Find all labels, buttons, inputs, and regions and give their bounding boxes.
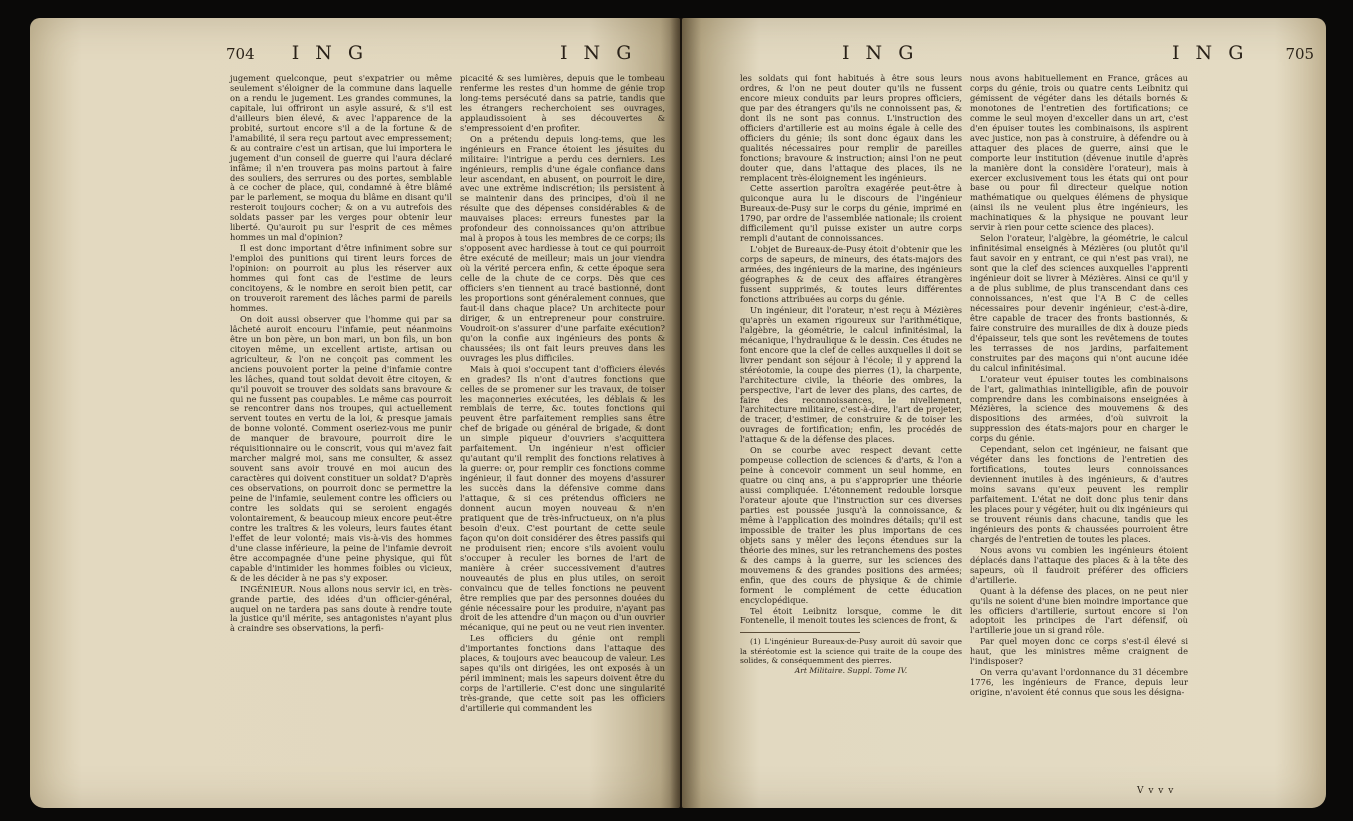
- left-column-2: [460, 74, 665, 715]
- footnote: (1) L'ingénieur Bureaux-de-Pusy auroit dû savoir que la stéréotomie est la science qui traite de la coupe des solides, & conséquemment des pierres.: [740, 637, 962, 665]
- paragraph: Par quel moyen donc ce corps s'est-il élevé si haut, que les ministres même craignent de l'indisposer?: [970, 636, 1188, 667]
- paragraph: INGÉNIEUR. Nous allons nous servir ici, en très-grande partie, des idées d'un officier-général, auquel on ne tardera pas sans doute à rendre toute la justice qu'il mérite, ses antagonistes n'ayant plus à craindre ses observations, la perfi-: [230, 583, 452, 634]
- right-column-2: [970, 74, 1188, 699]
- open-book: [30, 18, 1326, 808]
- right-column-1: [740, 74, 962, 676]
- paragraph: Selon l'orateur, l'algèbre, la géométrie, le calcul infinitésimal enseignés à Mézières (ou plutôt qu'il faut savoir en y entrant, ce qui n'est pas vrai), ne sont que la clef des sciences auxquelles l'apprenti ingénieur doit se livrer à Mézières. Ainsi ce qu'il y a de plus sublime, de plus transcendant dans ces connoissances, n'est que l'A B C de celles nécessaires pour devenir ingénieur, c'est-à-dire, être capable de tracer des fronts bastionnés, & faire construire des murailles de dix à douze pieds d'épaisseur, tels que sont les revêtemens de toutes les terrasses de nos jardins, parfaitement construites par des maçons qui n'ont aucune idée du calcul infinitésimal.: [970, 233, 1188, 373]
- paragraph: Mais à quoi s'occupent tant d'officiers élevés en grades? Ils n'ont d'autres fonctions que celles de se promener sur les travaux, de toiser les maçonneries exécutées, les déblais & les remblais de terre, &c. toutes fonctions qui peuvent être parfaitement remplies sans être chef de brigade ou général de brigade, & dont un simple piqueur d'ouvriers s'acquittera parfaitement. Un ingénieur n'est officier qu'autant qu'il remplit des fonctions relatives à la guerre: or, pour remplir ces fonctions comme ingénieur, il faut donner des moyens d'assurer les succès dans la défensive comme dans l'attaque, & si ces prétendus officiers ne donnent aucun moyen nouveau & n'en pratiquent que de très-infructueux, on n'a plus besoin d'eux. C'est pourtant de cette seule façon qu'on doit considérer des êtres passifs qui ne produisent rien; encore s'ils avoient voulu s'occuper à reculer les bornes de l'art de manière à créer successivement d'autres nouveautés de plus en plus utiles, on seroit convaincu que de telles fonctions ne peuvent être remplies que par des personnes douées du génie nécessaire pour les produire, n'ayant pas droit de les attendre d'un maçon ou d'un ouvrier mécanique, qui ne peut ou ne veut rien inventer.: [460, 363, 665, 633]
- volume-line: Art Militaire. Suppl. Tome IV.: [794, 666, 908, 676]
- right-page-number: 705: [1285, 45, 1315, 63]
- paragraph: Cette assertion paroîtra exagérée peut-être à quiconque aura lu le discours de l'ingénieur Bureaux-de-Pusy sur le corps du génie, imprimé en 1790, par ordre de l'assemblée nationale; ils croient difficilement qu'il puisse exister un autre corps rempli d'autant de connoissances.: [740, 183, 962, 244]
- paragraph: Nous avons vu combien les ingénieurs étoient déplacés dans l'attaque des places & à la tête des sapeurs, où il faudroit préférer des officiers d'artillerie.: [970, 544, 1188, 585]
- signature-mark: V v v v: [1137, 786, 1175, 796]
- paragraph: Quant à la défense des places, on ne peut nier qu'ils ne soient d'une bien moindre importance que les officiers d'artillerie, surtout encore si l'on adoptoit les principes de l'art défensif, où l'artillerie joue un si grand rôle.: [970, 585, 1188, 636]
- paragraph: Un ingénieur, dit l'orateur, n'est reçu à Mézières qu'après un examen rigoureux sur l'arithmétique, l'algèbre, la géométrie, le calcul infinitésimal, la mécanique, l'hydraulique & le dessin. Ces études ne font encore que la clef de celles auxquelles il doit se livrer pendant son séjour à l'école; il y apprend la stéréotomie, la coupe des pierres (1), la charpente, l'architecture civile, la théorie des ombres, la perspective, l'art de lever des plans, des cartes, de faire des reconnoissances, le nivellement, l'architecture militaire, c'est-à-dire, l'art de projeter, de tracer, d'estimer, de construire & de toiser les ouvrages de fortification; enfin, les procédés de l'attaque & de la défense des places.: [740, 304, 962, 445]
- right-head-title-b: I N G: [1172, 42, 1249, 64]
- paragraph: L'objet de Bureaux-de-Pusy étoit d'obtenir que les corps de sapeurs, de mineurs, des états-majors des armées, des ingénieurs de la marine, des ingénieurs géographes & de ceux des affaires étrangères fussent supprimés, & toutes leurs différentes fonctions attribuées au corps du génie.: [740, 244, 962, 304]
- paragraph: Tel étoit Leibnitz lorsque, comme le dit Fontenelle, il menoit toutes les sciences de front, &: [740, 605, 962, 626]
- paragraph: Les officiers du génie ont rempli d'importantes fonctions dans l'attaque des places, & toujours avec beaucoup de valeur. Les sapes qu'ils ont dirigées, les ont exposés à un péril imminent; mais les sapeurs doivent être du corps de l'artillerie. C'est donc une singularité très-grande, que cette soit pas les officiers d'artillerie qui commandent les: [460, 633, 665, 714]
- paragraph: Il est donc important d'être infiniment sobre sur l'emploi des punitions qui tirent leurs forces de l'opinion: on pourroit au plus les réserver aux hommes qui font cas de l'estime de leurs concitoyens, & le nombre en seroit bien petit, car on trouveroit rarement des lâches parmi de pareils hommes.: [230, 243, 452, 313]
- paragraph: les soldats qui font habitués à être sous leurs ordres, & l'on ne peut douter qu'ils ne fussent encore mieux conduits par leurs propres officiers, que par des étrangers qu'ils ne connoissent pas, & dont ils ne sont pas connus. L'instruction des officiers d'artillerie est au moins égale à celle des officiers du génie; ils sont donc égaux dans les qualités nécessaires pour remplir de pareilles fonctions; bravoure & instruction; ainsi l'on ne peut douter que, dans l'attaque des places, ils ne remplacent très-éloignement les ingénieurs.: [740, 73, 962, 183]
- paragraph: jugement quelconque, peut s'expatrier ou même seulement s'éloigner de la commune dans laquelle on a rendu le jugement. Les grandes communes, la capitale, lui offriront un asyle assuré, & s'il est d'ailleurs bien élevé, & avec l'apparence de la probité, surtout encore s'il a de la fortune & de l'amabilité, il sera reçu partout avec empressement; & au contraire c'est un artisan, que lui importera le jugement d'un conseil de guerre qui l'aura déclaré infâme; il n'en trouvera pas moins partout à faire des souliers, des serrures ou des portes, semblable à ce cocher de place, qui, condamné à être blâmé par le parlement, se moqua du blâme en disant qu'il resteroit toujours cocher; & on a vu autrefois des soldats passer par les verges pour obtenir leur liberté. Qu'auroit pu sur l'esprit de ces mêmes hommes un mal d'opinion?: [230, 73, 452, 243]
- paragraph: Cependant, selon cet ingénieur, ne faisant que végéter dans les fonctions de l'entretien des fortifications, toutes leurs connoissances deviennent inutiles à des ingénieurs, & d'autres moins savans qu'eux peuvent les remplir parfaitement. L'état ne doit donc plus tenir dans les places pour y végéter, huit ou dix ingénieurs qui se trouvent réunis dans chacune, tandis que les ingénieurs des ponts & chaussées pourroient être chargés de l'entretien de toutes les places.: [970, 444, 1188, 544]
- left-page-number: 704: [226, 45, 255, 63]
- right-page: [682, 18, 1326, 808]
- left-head-title-b: I N G: [560, 42, 637, 64]
- left-column-1: [230, 74, 452, 635]
- paragraph: On se courbe avec respect devant cette pompeuse collection de sciences & d'arts, & l'on a peine à concevoir comment un seul homme, en quatre ou cinq ans, a pu s'approprier une théorie aussi compliquée. L'étonnement redouble lorsque l'orateur ajoute que l'instruction sur ces diverses parties est poussée jusqu'à la connoissance, & même à l'application des moindres détails; qu'il est impossible de traiter les plus importans de ces objets sans y mêler des leçons étendues sur la théorie des mines, sur les retranchemens des postes & des camps à la guerre, sur les sciences des mouvemens & des grandes positions des armées; enfin, que des cours de physique & de chimie forment le complément de cette éducation encyclopédique.: [740, 445, 962, 605]
- right-head-title: I N G: [842, 42, 919, 64]
- paragraph: picacité & ses lumières, depuis que le tombeau renferme les restes d'un homme de génie trop long-tems persécuté dans sa patrie, tandis que les étrangers recherchoient ses ouvrages, applaudissoient à ses découvertes & s'empressoient d'en profiter.: [460, 73, 665, 133]
- footnote-rule: [740, 632, 860, 633]
- left-page: [30, 18, 680, 808]
- paragraph: On doit aussi observer que l'homme qui par sa lâcheté auroit encouru l'infamie, peut néanmoins être un bon père, un bon mari, un bon fils, un bon citoyen même, un excellent artiste, artisan ou agriculteur, & l'on ne conçoit pas comment les anciens pouvoient porter la peine d'infamie contre les lâches, quand tout soldat devoit être citoyen, & qu'il pouvoit se trouver des soldats sans bravoure & qui ne fussent pas coupables. Le même cas pourroit se rencontrer dans nos troupes, qui actuellement servent toutes en vertu de la loi, & presque jamais de bonne volonté. Comment oseriez-vous me punir de manquer de bravoure, pourroit dire le réquisitionnaire ou le conscrit, vous qui m'avez fait marcher malgré moi, sans me consulter, & assez souvent sans avoir trouvé en moi aucun des caractères qui doivent constituer un soldat? D'après ces observations, on pourroit donc se permettre la peine de l'infamie, seulement contre les officiers ou contre les soldats qui se seroient engagés volontairement, & beaucoup mieux encore peut-être contre les traîtres & les voleurs, leurs fautes étant l'effet de leur volonté; mais vis-à-vis des hommes d'une classe inférieure, la peine de l'infamie devroit être accompagnée d'une peine physique, qui fût capable d'intimider les hommes foibles ou vicieux, & de les décider à ne pas s'y exposer.: [230, 313, 452, 583]
- left-head-title-a: I N G: [291, 42, 369, 64]
- paragraph: nous avons habituellement en France, grâces au corps du génie, trois ou quatre cents Leibnitz qui gémissent de végéter dans les détails bornés & monotones de l'entretien des fortifications; ce comme le seul moyen d'exceller dans un art, c'est d'en épuiser toutes les combinaisons, ils aspirent avec justice, non pas à construire, à défendre ou à attaquer des places de guerre, ainsi que le comporte leur institution (dévenue inutile d'après la manière dont la considère l'orateur), mais à exercer exclusivement tous les états qui ont pour base ou pour fil directeur quelque notion mathématique ou quelques élémens de physique (ainsi ils ne veulent plus être ingénieurs, les machinatiques & la physique ne pouvant leur servir à rien pour cette science des places).: [970, 73, 1188, 233]
- right-running-head: [1172, 42, 1314, 68]
- paragraph: On verra qu'avant l'ordonnance du 31 décembre 1776, les ingénieurs de France, depuis leur origine, n'avoient été connus que sous les désigna-: [970, 667, 1188, 698]
- paragraph: L'orateur veut épuiser toutes les combinaisons de l'art, galimathias inintelligible, afin de pouvoir comprendre dans les combinaisons enseignées à Mézières, la science des mouvemens & des dispositions des armées, d'où suivroit la suppression des états-majors pour en charger le corps du génie.: [970, 373, 1188, 444]
- left-running-head: [226, 42, 368, 68]
- paragraph: On a prétendu depuis long-tems, que les ingénieurs en France étoient les jésuites du militaire: l'intrigue a perdu ces derniers. Les ingénieurs, remplis d'une égale confiance dans leur ascendant, en abusent, on pourroit le dire, avec une extrême indiscrétion; ils persistent à se maintenir dans des principes, d'où il ne résulte que des dépenses considérables & de mauvaises places: erreurs funestes par la profondeur des connoissances qu'on attribue mal à propos à tous les membres de ce corps; ils s'opposent avec hardiesse à tout ce qui pourroit être exécuté de meilleur; mais un jour viendra où la vérité percera enfin, & cette époque sera celle de la chute de ce corps. Dès que ces officiers s'en tiennent au tracé bastionné, dont les proportions sont généralement connues, que faut-il dans chaque place? Un architecte pour diriger, & un entrepreneur pour construire. Voudroit-on s'assurer d'une parfaite exécution? qu'on la confie aux ingénieurs des ponts & chaussées; ils ont fait leurs preuves dans les ouvrages les plus difficiles.: [460, 133, 665, 363]
